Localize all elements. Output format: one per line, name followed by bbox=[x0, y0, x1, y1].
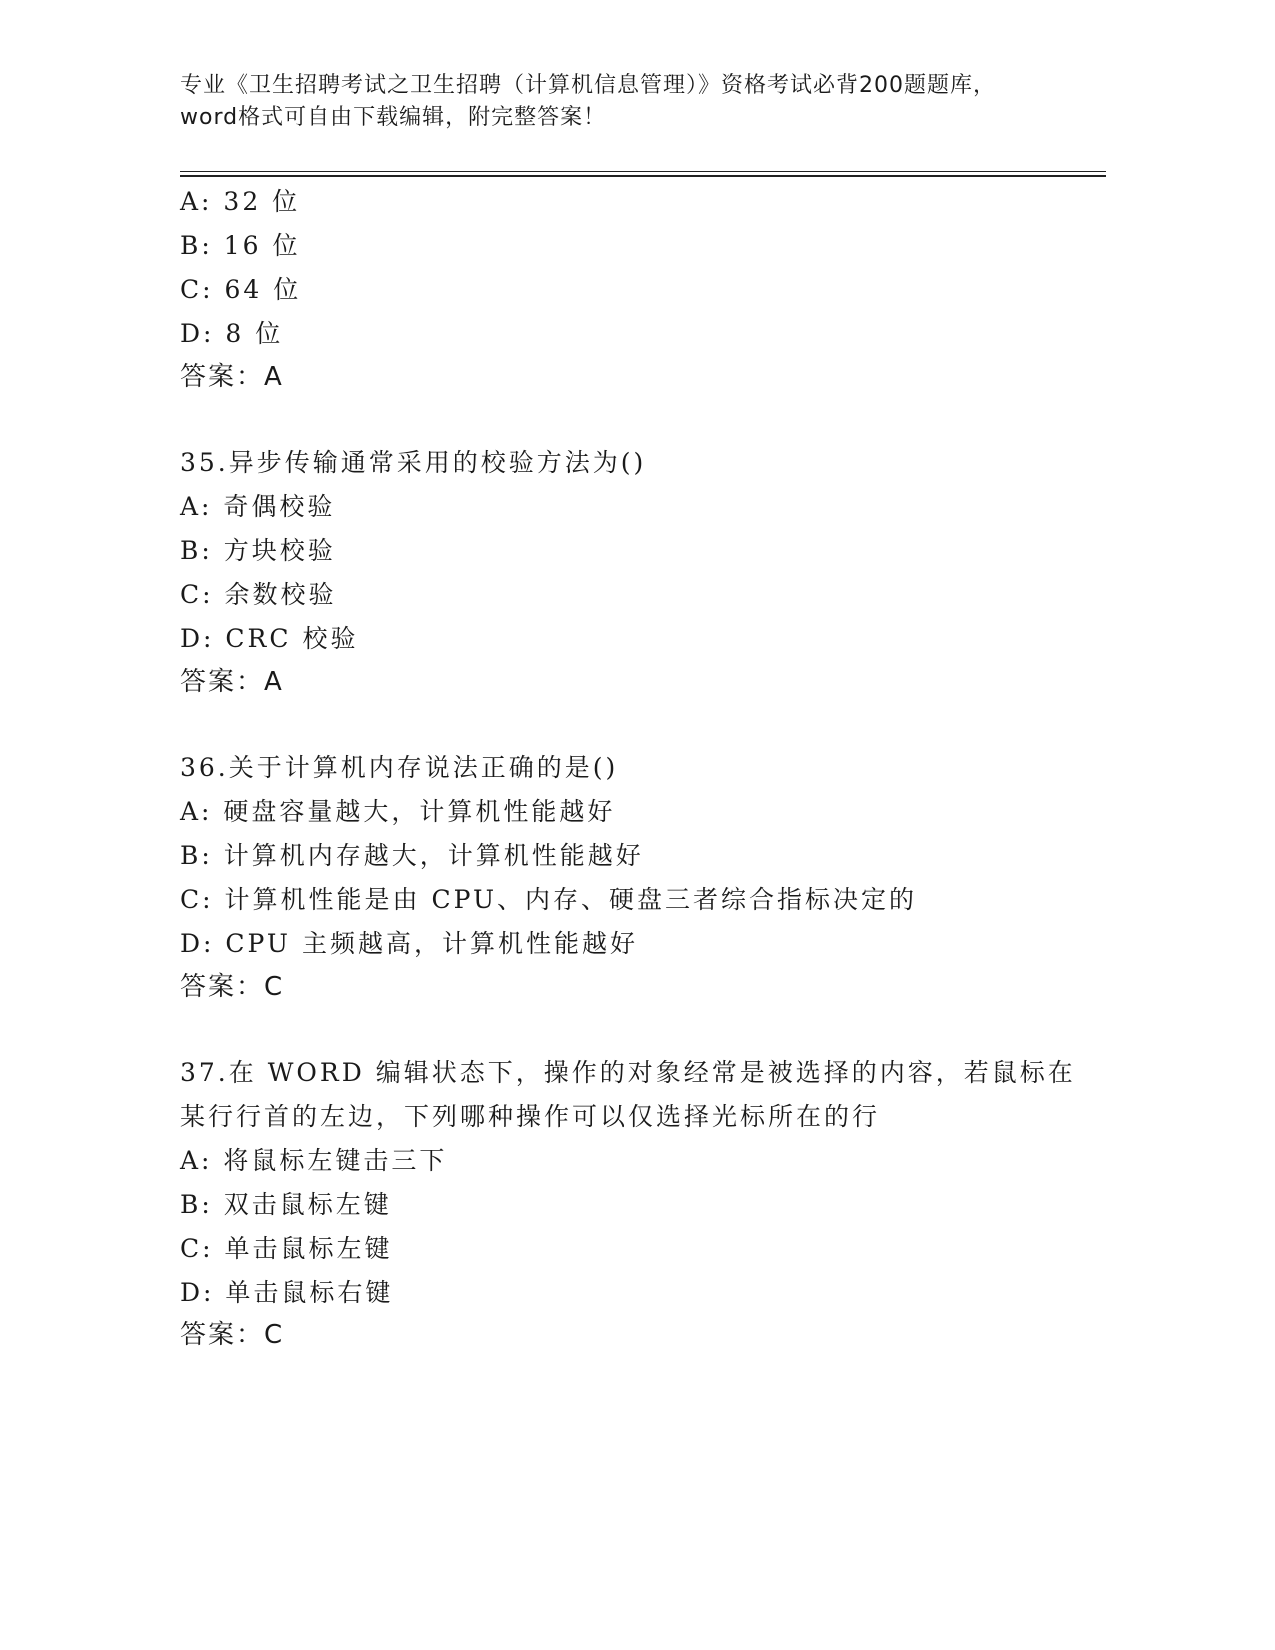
q34-option-d: D: 8 位 bbox=[180, 319, 284, 348]
q35-option-a: A: 奇偶校验 bbox=[180, 492, 336, 521]
document-header bbox=[180, 70, 1040, 134]
q37-question-line-2: 某行行首的左边，下列哪种操作可以仅选择光标所在的行 bbox=[180, 1102, 881, 1131]
q34-option-c: C: 64 位 bbox=[180, 275, 302, 304]
q36-answer: 答案：C bbox=[180, 972, 285, 1002]
q34-option-a: A: 32 位 bbox=[180, 187, 301, 216]
q37-option-a: A: 将鼠标左键击三下 bbox=[180, 1146, 448, 1175]
q36-option-a: A: 硬盘容量越大，计算机性能越好 bbox=[180, 797, 616, 826]
q37-answer: 答案：C bbox=[180, 1320, 285, 1350]
q35-option-b: B: 方块校验 bbox=[180, 536, 336, 565]
header-title-line-1: 专业《卫生招聘考试之卫生招聘（计算机信息管理）》资格考试必背200题题库， bbox=[180, 73, 996, 98]
q34-option-b: B: 16 位 bbox=[180, 231, 301, 260]
q36-option-b: B: 计算机内存越大，计算机性能越好 bbox=[180, 841, 644, 870]
q37-option-c: C: 单击鼠标左键 bbox=[180, 1234, 393, 1263]
q37-question-line-1: 37.在 WORD 编辑状态下，操作的对象经常是被选择的内容，若鼠标在 bbox=[180, 1058, 1076, 1087]
header-divider bbox=[180, 171, 1106, 172]
q35-answer: 答案：A bbox=[180, 667, 284, 697]
header-title-line-2: word格式可自由下载编辑，附完整答案！ bbox=[180, 105, 607, 130]
q36-question: 36.关于计算机内存说法正确的是() bbox=[180, 753, 619, 782]
q35-question: 35.异步传输通常采用的校验方法为() bbox=[180, 448, 647, 477]
q35-option-d: D: CRC 校验 bbox=[180, 624, 359, 653]
q37-option-d: D: 单击鼠标右键 bbox=[180, 1278, 394, 1307]
q35-option-c: C: 余数校验 bbox=[180, 580, 337, 609]
q37-option-b: B: 双击鼠标左键 bbox=[180, 1190, 392, 1219]
q36-option-d: D: CPU 主频越高，计算机性能越好 bbox=[180, 929, 638, 958]
q36-option-c: C: 计算机性能是由 CPU、内存、硬盘三者综合指标决定的 bbox=[180, 885, 918, 914]
header-divider-thick bbox=[180, 175, 1106, 177]
q34-answer: 答案：A bbox=[180, 362, 284, 392]
